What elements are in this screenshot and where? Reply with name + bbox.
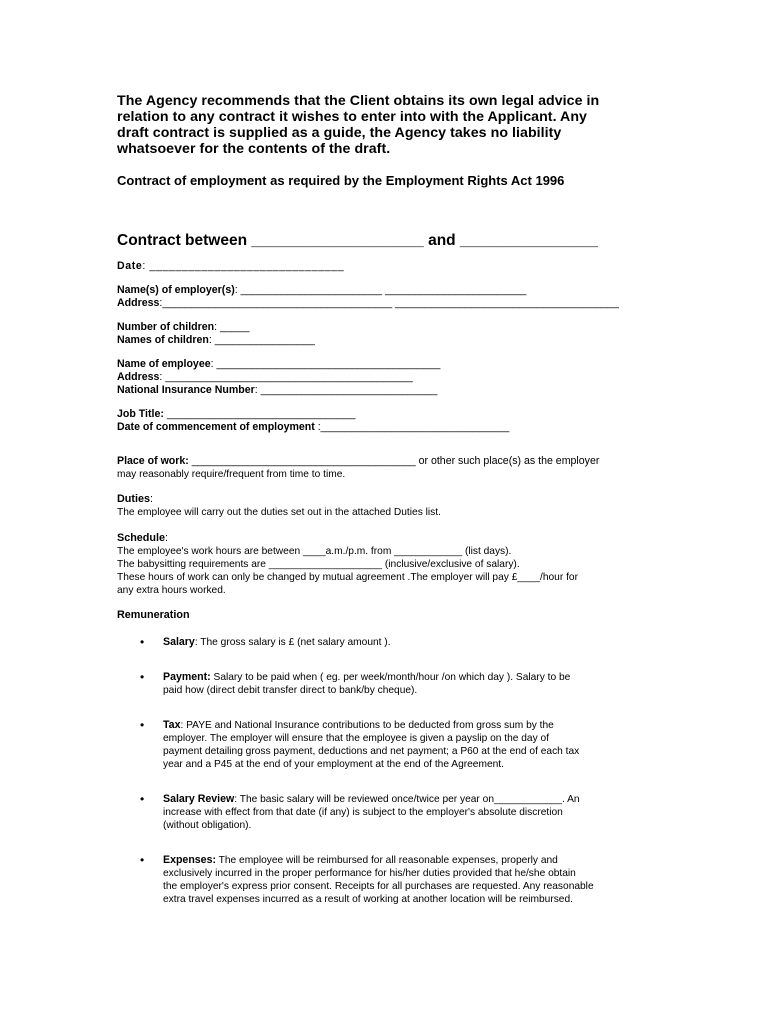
duties-text: The employee will carry out the duties set out in the attached Duties list. <box>117 507 441 518</box>
payment-title: Payment: <box>163 671 211 683</box>
list-item <box>117 636 647 649</box>
date-field <box>117 260 647 273</box>
schedule-section <box>117 532 647 597</box>
list-item <box>117 854 647 906</box>
bullet-icon: • <box>140 853 145 867</box>
names-of-children-label: Names of children <box>117 334 209 346</box>
tax-text: year and a P45 at the end of your employment at the end of the Agreement. <box>163 759 504 770</box>
remuneration-section <box>117 609 647 906</box>
disclaimer-line: The Agency recommends that the Client obtains its own legal advice in <box>117 93 600 109</box>
employer-name-label: Name(s) of employer(s) <box>117 284 235 296</box>
list-item <box>117 719 647 771</box>
expenses-text: The employee will be reimbursed for all reasonable expenses, properly and <box>216 855 558 866</box>
duties-section <box>117 493 647 519</box>
employee-address-field <box>117 371 647 384</box>
tax-text: payment detailing gross payment, deductions and net payment; a P60 at the end of each tax <box>163 746 580 757</box>
date-blank: : ______________________________ <box>142 260 345 272</box>
job-group <box>117 408 647 434</box>
employee-name-blank: : ______________________________________ <box>210 358 441 370</box>
expenses-text: exclusively incurred in the proper performance for his/her duties provided that he/she obtain <box>163 868 576 879</box>
employee-name-label: Name of employee <box>117 358 211 370</box>
bullet-icon: • <box>140 635 145 649</box>
document-content <box>117 93 647 906</box>
schedule-line: any extra hours worked. <box>117 585 226 596</box>
salary-review-text: (without obligation). <box>163 820 252 831</box>
employer-group <box>117 284 647 310</box>
duties-heading-text: Duties <box>117 493 150 505</box>
employer-name-field <box>117 284 647 297</box>
expenses-text: extra travel expenses incurred as a result of working at another location will be reimbursed. <box>163 894 573 905</box>
employee-name-field <box>117 358 647 371</box>
payment-text: paid how (direct debit transfer direct to bank/by cheque). <box>163 685 418 696</box>
schedule-heading <box>117 532 647 545</box>
salary-review-title: Salary Review <box>163 793 235 805</box>
remuneration-heading: Remuneration <box>117 609 190 621</box>
names-of-children-field <box>117 334 647 347</box>
disclaimer-line: relation to any contract it wishes to enter into with the Applicant. Any <box>117 109 587 125</box>
national-insurance-field <box>117 384 647 397</box>
duties-heading <box>117 493 647 506</box>
remuneration-list <box>117 636 647 906</box>
bullet-icon: • <box>140 718 145 732</box>
commencement-date-field <box>117 421 647 434</box>
bullet-icon: • <box>140 670 145 684</box>
schedule-line: The employee's work hours are between ____a.m./p.m. from ____________ (list days). <box>117 546 512 557</box>
payment-text: Salary to be paid when ( eg. per week/month/hour /on which day ). Salary to be <box>210 672 571 683</box>
place-of-work-continuation: may reasonably require/frequent from time to time. <box>117 469 346 480</box>
schedule-line: These hours of work can only be changed by mutual agreement .The employer will pay £____/hour for <box>117 572 578 583</box>
employer-address-field <box>117 297 647 310</box>
employer-address-blank: :_______________________________________ ______________________________________ <box>159 297 619 309</box>
place-of-work-label: Place of work: <box>117 455 189 467</box>
number-of-children-label: Number of children <box>117 321 215 333</box>
contract-between-heading: Contract between ____________________ and ________________ <box>117 232 598 249</box>
salary-text: : The gross salary is £ (net salary amount ). <box>194 637 391 648</box>
children-group <box>117 321 647 347</box>
disclaimer-line: draft contract is supplied as a guide, the Agency takes no liability <box>117 125 562 141</box>
list-item <box>117 671 647 697</box>
bullet-icon: • <box>140 792 145 806</box>
number-of-children-blank: : _____ <box>214 321 250 333</box>
national-insurance-label: National Insurance Number <box>117 384 255 396</box>
job-title-blank: ________________________________ <box>163 408 356 420</box>
commencement-date-blank: :________________________________ <box>314 421 510 433</box>
document-subtitle: Contract of employment as required by the Employment Rights Act 1996 <box>117 173 565 188</box>
salary-title: Salary <box>163 636 195 648</box>
expenses-title: Expenses: <box>163 854 216 866</box>
schedule-heading-colon: : <box>165 532 169 544</box>
commencement-date-label: Date of commencement of employment <box>117 421 315 433</box>
names-of-children-blank: : _________________ <box>208 334 315 346</box>
employer-address-label: Address <box>117 297 160 309</box>
list-item <box>117 793 647 832</box>
national-insurance-blank: : ______________________________ <box>254 384 438 396</box>
date-label: Date <box>117 260 143 272</box>
place-of-work-blank: ______________________________________ or other such place(s) as the employer <box>188 455 600 467</box>
job-title-field <box>117 408 647 421</box>
tax-text: : PAYE and National Insurance contributions to be deducted from gross sum by the <box>180 720 554 731</box>
salary-review-text: : The basic salary will be reviewed once/twice per year on____________. An <box>234 794 580 805</box>
agency-disclaimer <box>117 93 647 157</box>
tax-text: employer. The employer will ensure that the employee is given a payslip on the day of <box>163 733 550 744</box>
place-of-work-field <box>117 455 647 468</box>
schedule-heading-text: Schedule <box>117 532 166 544</box>
duties-heading-colon: : <box>150 493 153 505</box>
disclaimer-line: whatsoever for the contents of the draft. <box>117 141 391 157</box>
expenses-text: the employer's express prior consent. Receipts for all purchases are requested. Any reasonable <box>163 881 594 892</box>
job-title-label: Job Title: <box>117 408 164 420</box>
employee-address-label: Address <box>117 371 160 383</box>
employer-name-blank: : ________________________ ________________________ <box>234 284 527 296</box>
salary-review-text: increase with effect from that date (if any) is subject to the employer's absolute discretion <box>163 807 563 818</box>
number-of-children-field <box>117 321 647 334</box>
place-of-work-group <box>117 455 647 481</box>
tax-title: Tax <box>163 719 181 731</box>
schedule-line: The babysitting requirements are ____________________ (inclusive/exclusive of salary). <box>117 559 520 570</box>
employee-address-blank: : __________________________________________ <box>159 371 413 383</box>
employee-group <box>117 358 647 397</box>
